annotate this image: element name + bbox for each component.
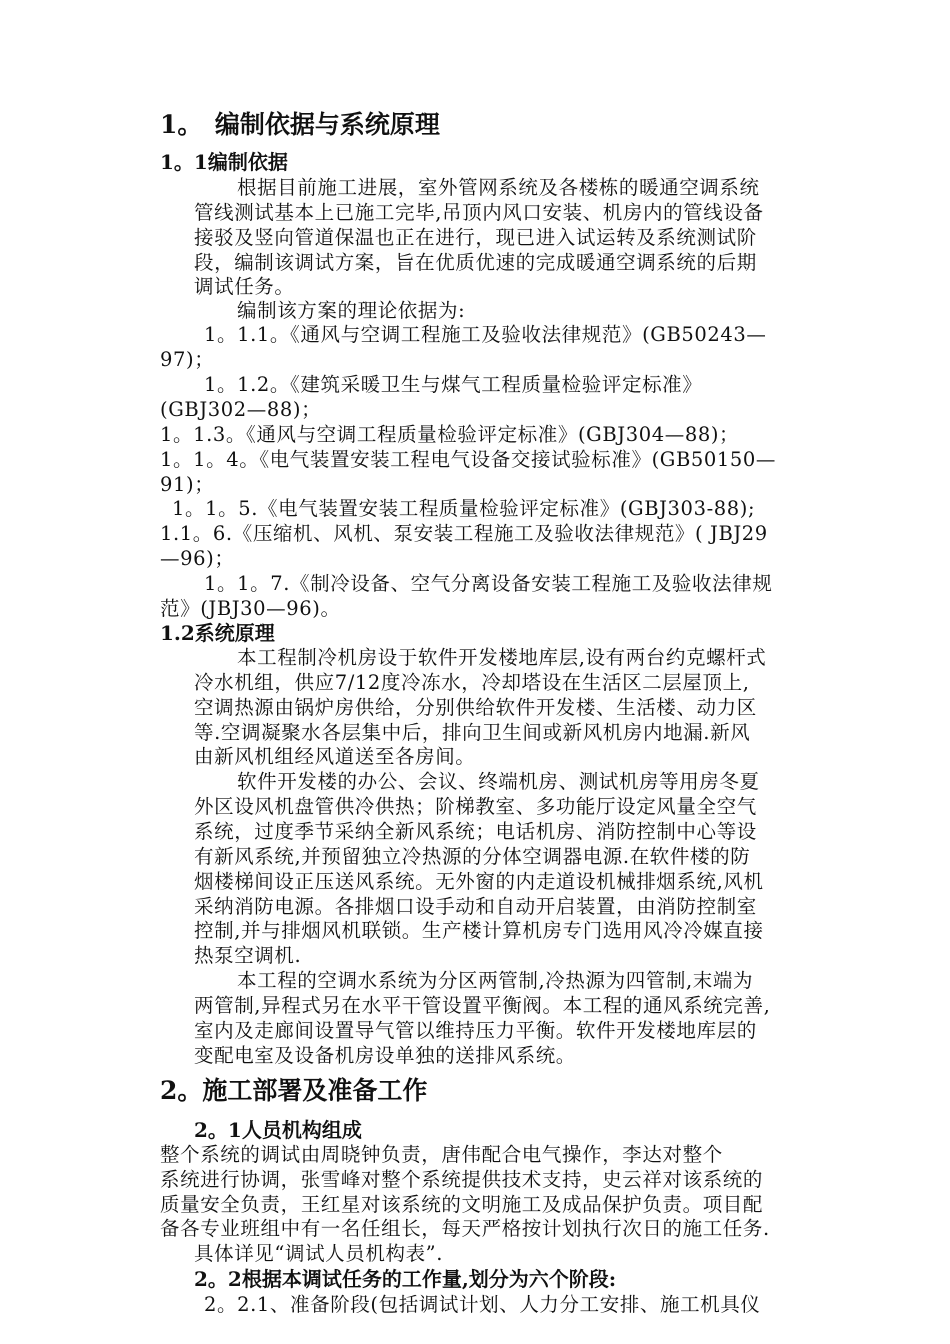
text-line: 烟楼梯间设正压送风系统。无外窗的内走道设机械排烟系统,风机 [194,870,764,893]
text-line: 1。1。4。《电气装置安装工程电气设备交接试验标准》(GB50150— [160,448,777,471]
text-line: 备各专业班组中有一名任组长，每天严格按计划执行次日的施工任务. [160,1217,770,1240]
text-line: 1。1。5.《电气装置安装工程质量检验评定标准》(GBJ303-88); [172,497,756,520]
text-line: 整个系统的调试由周晓钟负责，唐伟配合电气操作，李达对整个 [160,1143,723,1166]
text-line: 1。1。7.《制冷设备、空气分离设备安装工程施工及验收法律规 [204,572,773,595]
section-heading: 1.2系统原理 [160,621,275,645]
text-line: 等.空调凝聚水各层集中后，排向卫生间或新风机房内地漏.新风 [194,721,751,744]
text-line: 1。1.1。《通风与空调工程施工及验收法律规范》(GB50243— [204,323,767,346]
text-line: 两管制,异程式另在水平干管设置平衡阀。本工程的通风系统完善, [194,994,771,1017]
section-heading: 2。1人员机构组成 [194,1118,362,1142]
text-line: 2。2.1、准备阶段(包括调试计划、人力分工安排、施工机具仪 [204,1293,761,1316]
text-line: 1。1.2。《建筑采暖卫生与煤气工程质量检验评定标准》 [204,373,703,396]
text-line: 控制,并与排烟风机联锁。生产楼计算机房专门选用风冷冷媒直接 [194,919,764,942]
text-line: 91)； [160,473,215,496]
text-line: 1.1。6.《压缩机、风机、泵安装工程施工及验收法律规范》( JBJ29 [160,522,768,545]
text-line: 系统，过度季节采纳全新风系统；电话机房、消防控制中心等设 [194,820,757,843]
text-line: —96)； [160,547,235,570]
text-line: 具体详见“调试人员机构表”. [194,1242,444,1265]
section-heading: 2。施工部署及准备工作 [160,1076,428,1105]
text-line: 接驳及竖向管道保温也正在进行，现已进入试运转及系统测试阶 [194,226,757,249]
text-line: 有新风系统,并预留独立冷热源的分体空调器电源.在软件楼的防 [194,845,751,868]
text-line: 段，编制该调试方案，旨在优质优速的完成暖通空调系统的后期 [194,251,757,274]
text-line: 外区设风机盘管供冷供热；阶梯教室、多功能厅设定风量全空气 [194,795,757,818]
text-line: 由新风机组经风道送至各房间。 [194,745,476,768]
text-line: 编制该方案的理论依据为: [237,299,466,322]
text-line: 系统进行协调，张雪峰对整个系统提供技术支持，史云祥对该系统的 [160,1168,764,1191]
text-line: 根据目前施工进展，室外管网系统及各楼栋的暖通空调系统 [237,176,760,199]
text-line: 质量安全负责，王红星对该系统的文明施工及成品保护负责。项目配 [160,1193,764,1216]
text-line: 1。1.3。《通风与空调工程质量检验评定标准》(GBJ304—88)； [160,423,740,446]
text-line: 管线测试基本上已施工完毕,吊顶内风口安装、机房内的管线设备 [194,201,764,224]
text-line: 97)； [160,348,215,371]
section-heading: 1。1编制依据 [160,150,288,174]
text-line: 变配电室及设备机房设单独的送排风系统。 [194,1044,576,1067]
text-line: 本工程制冷机房设于软件开发楼地库层,设有两台约克螺杆式 [237,646,767,669]
text-line: 采纳消防电源。各排烟口设手动和自动开启装置，由消防控制室 [194,895,757,918]
text-line: (GBJ302—88)； [160,398,322,421]
text-line: 室内及走廊间设置导气管以维持压力平衡。软件开发楼地库层的 [194,1019,757,1042]
text-line: 软件开发楼的办公、会议、终端机房、测试机房等用房冬夏 [237,770,760,793]
section-heading: 1。 编制依据与系统原理 [160,110,440,139]
text-line: 本工程的空调水系统为分区两管制,冷热源为四管制,末端为 [237,969,754,992]
text-line: 调试任务。 [194,275,295,298]
text-line: 空调热源由锅炉房供给，分别供给软件开发楼、生活楼、动力区 [194,696,757,719]
text-line: 热泵空调机. [194,944,302,967]
section-heading: 2。2根据本调试任务的工作量,划分为六个阶段: [194,1267,617,1291]
text-line: 范》(JBJ30—96)。 [160,597,341,620]
text-line: 冷水机组，供应7/12度冷冻水，冷却塔设在生活区二层屋顶上, [194,671,750,694]
